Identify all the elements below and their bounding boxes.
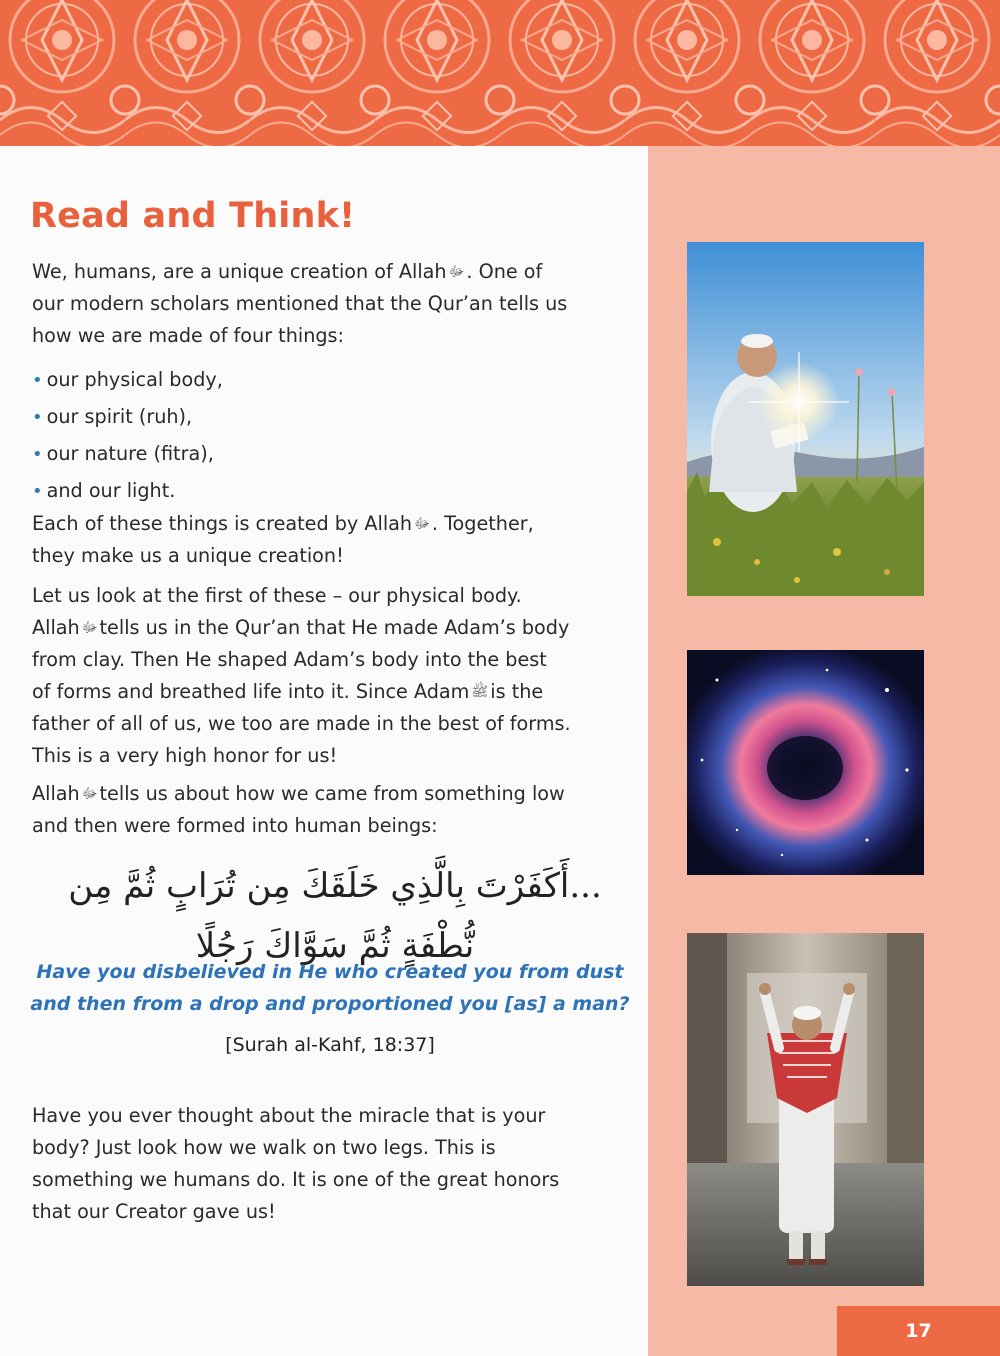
- honorific-icon: ﷻ: [414, 516, 430, 532]
- para2-line-2: they make us a unique creation!: [32, 544, 344, 567]
- page-number-tab: [837, 1306, 1000, 1356]
- man-praying-in-mosque-photo: [687, 933, 924, 1286]
- para3-line-4: [32, 676, 632, 708]
- para3-line-1: Let us look at the first of these – our physical body.: [32, 584, 522, 607]
- intro-line-1-text: We, humans, are a unique creation of Allah: [32, 260, 447, 283]
- four-things-list: [32, 364, 223, 512]
- page-title: Read and Think!: [30, 196, 356, 236]
- list-item-text: our nature (fitra),: [46, 442, 214, 465]
- para5-line-3: something we humans do. It is one of the great honors: [32, 1168, 560, 1191]
- para3-line-2-text: Allah: [32, 616, 80, 639]
- verse-citation: [Surah al-Kahf, 18:37]: [225, 1034, 435, 1056]
- paragraph-3: [32, 580, 632, 772]
- paragraph-5: [32, 1100, 632, 1228]
- islamic-arabesque-pattern-icon: [0, 0, 1000, 146]
- para3-line-4-end: is the: [490, 680, 544, 703]
- honorific-icon: ﷻ: [81, 786, 98, 802]
- intro-line-2: our modern scholars mentioned that the Qur’an tells us: [32, 292, 568, 315]
- intro-line-3: how we are made of four things:: [32, 324, 345, 347]
- para3-line-4-text: of forms and breathed life into it. Since Adam: [32, 680, 470, 703]
- decorative-banner: [0, 0, 1000, 146]
- para3-line-3: from clay. Then He shaped Adam’s body into the best: [32, 648, 547, 671]
- verse-translation: [30, 956, 630, 1020]
- honorific-icon: ﷻ: [81, 620, 98, 636]
- list-item: [32, 438, 223, 475]
- para5-line-1: Have you ever thought about the miracle that is your: [32, 1104, 546, 1127]
- bullet-icon: •: [32, 481, 43, 502]
- bullet-icon: •: [32, 444, 43, 465]
- helix-nebula-photo: [687, 650, 924, 875]
- translation-line-2: and then from a drop and proportioned you [as] a man?: [30, 993, 630, 1015]
- list-item-text: our spirit (ruh),: [46, 405, 193, 428]
- translation-line-1: Have you disbelieved in He who created you from dust: [36, 961, 624, 983]
- bullet-icon: •: [32, 407, 43, 428]
- list-item: [32, 364, 223, 401]
- honorific-icon: ﷻ: [448, 264, 465, 280]
- page-number: 17: [905, 1320, 932, 1342]
- intro-line-1-end: . One of: [466, 260, 543, 283]
- bullet-icon: •: [32, 370, 43, 391]
- para5-line-2: body? Just look how we walk on two legs. This is: [32, 1136, 496, 1159]
- paragraph-2: [32, 508, 632, 572]
- para3-line-6: This is a very high honor for us!: [32, 744, 338, 767]
- paragraph-4: [32, 778, 632, 842]
- para2-line-1-end: . Together,: [431, 512, 534, 535]
- para5-line-4: that our Creator gave us!: [32, 1200, 276, 1223]
- para2-line-1-text: Each of these things is created by Allah: [32, 512, 413, 535]
- list-item-text: and our light.: [46, 479, 176, 502]
- man-reading-in-meadow-photo: [687, 242, 924, 596]
- para3-line-2: [32, 612, 632, 644]
- prophet-honorific-icon: ﷺ: [471, 684, 489, 700]
- intro-paragraph: [32, 256, 632, 352]
- para4-line-2: and then were formed into human beings:: [32, 814, 438, 837]
- para3-line-2-end: tells us in the Qur’an that He made Adam’s body: [99, 616, 570, 639]
- para3-line-5: father of all of us, we too are made in the best of forms.: [32, 712, 571, 735]
- list-item: [32, 475, 223, 512]
- para4-line-1: [32, 778, 632, 810]
- para2-line-1: [32, 508, 632, 540]
- arabic-verse: ...أَكَفَرْتَ بِالَّذِي خَلَقَكَ مِن تُرَابٍ ثُمَّ مِن نُّطْفَةٍ ثُمَّ سَوَّاكَ رَجُلًا: [68, 866, 602, 966]
- list-item: [32, 401, 223, 438]
- para4-line-1-end: tells us about how we came from something low: [99, 782, 565, 805]
- list-item-text: our physical body,: [46, 368, 223, 391]
- intro-line-1: [32, 256, 632, 288]
- para4-line-1-text: Allah: [32, 782, 80, 805]
